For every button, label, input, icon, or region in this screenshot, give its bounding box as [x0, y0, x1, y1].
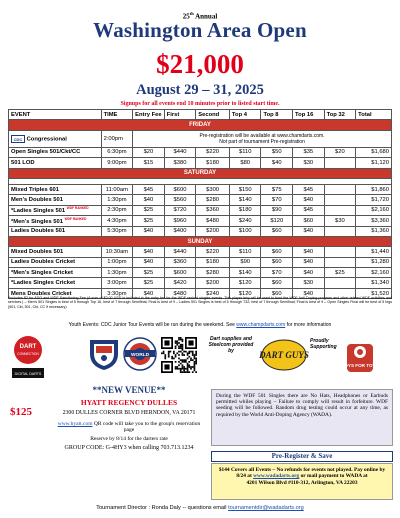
- cell-time: 1:30pm: [101, 195, 133, 205]
- cell-first: $440: [164, 147, 196, 157]
- cell-time: 6:30pm: [101, 147, 133, 157]
- cell-time: 1:00pm: [101, 257, 133, 267]
- cell-total: $1,720: [356, 195, 392, 205]
- cell-event: Mixed Triples 601: [9, 184, 102, 194]
- cell-time: 11:00am: [101, 184, 133, 194]
- dart-guys-text: DART GUYS: [259, 350, 309, 360]
- cell-first: $560: [164, 195, 196, 205]
- world-logo-text: WORLD: [130, 352, 150, 358]
- cell-top4: $100: [229, 226, 261, 236]
- col-top16: Top 16: [293, 110, 325, 120]
- cell-time: 1:30pm: [101, 268, 133, 278]
- cell-top16: $40: [293, 288, 325, 298]
- cell-top32: [324, 205, 356, 215]
- cell-fee: $20: [133, 147, 165, 157]
- cell-second: $180: [196, 257, 230, 267]
- cell-total: $1,440: [356, 247, 392, 257]
- cell-top16: $30: [293, 158, 325, 168]
- cell-second: $360: [196, 205, 230, 215]
- cell-second: $280: [196, 268, 230, 278]
- cell-first: $400: [164, 226, 196, 236]
- cell-fee: $25: [133, 205, 165, 215]
- cell-total: $1,860: [356, 184, 392, 194]
- toys-text: TOYS FOR TOTS: [341, 363, 379, 368]
- cell-time: 10:30am: [101, 247, 133, 257]
- preregister-title: Pre-Register & Save: [211, 451, 393, 462]
- cell-total: $1,680: [356, 147, 392, 157]
- cell-first: $600: [164, 268, 196, 278]
- cell-total: $1,520: [356, 288, 392, 298]
- dart-connection-logo: [10, 334, 46, 394]
- table-row: [9, 195, 392, 205]
- cell-event: 501 LOD: [9, 158, 102, 168]
- cell-event: Men's Doubles 501: [9, 195, 102, 205]
- cell-top32: [324, 195, 356, 205]
- cell-top4: $80: [229, 158, 261, 168]
- cell-top8: $40: [261, 158, 293, 168]
- table-header-row: [9, 110, 392, 120]
- day-band-saturday: SATURDAY: [9, 168, 392, 178]
- dart-logo-bottom: DIGITAL DARTS: [14, 372, 42, 376]
- cell-top4: $120: [229, 278, 261, 288]
- wdf-ranked-tag: WDF RANKED: [66, 206, 89, 211]
- hotel-rate: $125: [10, 406, 32, 418]
- day-band-friday: FRIDAY: [9, 120, 392, 130]
- cell-first: $360: [164, 257, 196, 267]
- preregister-details: $144 Covers all Events – No refunds for events not played. Pay online by 8/24 at www.wadadarts.org or mail payment to WADA at 4201 Wilson Blvd #110-312, Arlington, VA 22203: [211, 463, 393, 500]
- cdc-event-cell: [9, 130, 102, 147]
- ado-shield-logo: [86, 336, 122, 372]
- table-row: [9, 226, 392, 236]
- fine-print: *Includes $2 for ADO and WDF Sanctioning Fee (A sum of $2.00 USD is included in the entry fee for the WDF ranked singles events. This player levy will be used to fund the WDF Anti-Doping program and other related WDF activities and services.) – Men's 501 Singles is best of 5 through Top 16, best of 7 through Semifinal; Final is best of 9 – Ladies 501 Singles is best of 5 through T32; best of 7 through Semifinal; Final is best of 9 – Open Singles Final will be best of 5 legs (501, Ckt, 501, Ckt, CC if necessary): [8, 296, 392, 309]
- cell-fee: $40: [133, 195, 165, 205]
- cell-fee: $25: [133, 268, 165, 278]
- cell-top32: [324, 158, 356, 168]
- cell-time: 4:30pm: [101, 216, 133, 226]
- cell-top8: $70: [261, 195, 293, 205]
- col-first: First: [164, 110, 196, 120]
- cell-total: $2,160: [356, 268, 392, 278]
- cell-second: $180: [196, 158, 230, 168]
- cell-second: $200: [196, 278, 230, 288]
- cell-event: Open Singles 501/Ckt/CC: [9, 147, 102, 157]
- table-row: [9, 268, 392, 278]
- wdf-ranked-tag: WDF RANKED: [64, 216, 87, 221]
- col-top4: Top 4: [229, 110, 261, 120]
- cell-top32: [324, 226, 356, 236]
- venue-reserve: Reserve by 8/14 for the darters rate: [90, 436, 168, 442]
- hotel-qr-code[interactable]: [161, 337, 197, 373]
- cell-first: $380: [164, 158, 196, 168]
- venue-title: **NEW VENUE**: [92, 385, 166, 395]
- wadadarts-link[interactable]: www.wadadarts.org: [253, 473, 300, 480]
- proudly-supporting: Proudly Supporting: [310, 338, 337, 350]
- cdc-time: 2:00pm: [101, 130, 133, 147]
- schedule-table: [8, 109, 392, 299]
- cell-first: $440: [164, 247, 196, 257]
- cell-top8: $70: [261, 268, 293, 278]
- venue-group-code: GROUP CODE: G-4HY3 when calling 703.713.1234: [64, 445, 194, 451]
- cell-top32: $25: [324, 268, 356, 278]
- table-row: [9, 205, 392, 215]
- table-row: [9, 247, 392, 257]
- wdf-rules-notice: During the WDF 501 Singles there are No Hats, Headphones or Earbuds permitted whiles playing – Failure to comply will result in forfeiture. WDF seeding will be followed. Random drug testing could occur at any time, as required by the World Anti-Doping Agency (WADA).: [211, 389, 393, 446]
- champdarts-link[interactable]: www.champdarts.com: [236, 322, 286, 328]
- cell-second: $480: [196, 216, 230, 226]
- cell-fee: $25: [133, 278, 165, 288]
- col-entry-fee: Entry Fee: [133, 110, 165, 120]
- cell-top16: $40: [293, 257, 325, 267]
- cell-total: $1,340: [356, 278, 392, 288]
- event-dates: August 29 – 31, 2025: [136, 82, 264, 98]
- wdf-world-logo: [121, 336, 159, 372]
- cell-event: Ladies Doubles 501: [9, 226, 102, 236]
- cell-top4: $110: [229, 247, 261, 257]
- cell-top16: $40: [293, 195, 325, 205]
- col-second: Second: [196, 110, 230, 120]
- table-row: [9, 184, 392, 194]
- cell-top4: $120: [229, 288, 261, 298]
- cell-top32: [324, 257, 356, 267]
- cell-first: $720: [164, 205, 196, 215]
- table-row: [9, 147, 392, 157]
- cell-top8: $60: [261, 278, 293, 288]
- cell-top8: $75: [261, 184, 293, 194]
- cell-top4: $140: [229, 195, 261, 205]
- cell-top16: $30: [293, 278, 325, 288]
- cell-time: 5:30pm: [101, 226, 133, 236]
- cell-top8: $60: [261, 247, 293, 257]
- supplies-caption: Dart supplies and Steelcom provided by: [208, 336, 254, 354]
- cell-top32: $30: [324, 216, 356, 226]
- col-time: TIME: [101, 110, 133, 120]
- cell-first: $420: [164, 278, 196, 288]
- table-row: [9, 130, 392, 147]
- cell-top32: [324, 278, 356, 288]
- dart-logo-top: DART: [19, 344, 37, 350]
- cell-fee: $40: [133, 247, 165, 257]
- cdc-logo: CDC: [11, 135, 25, 143]
- cell-fee: $40: [133, 226, 165, 236]
- col-top32: Top 32: [324, 110, 356, 120]
- toys-for-tots-logo: [335, 342, 385, 374]
- cell-top32: $20: [324, 147, 356, 157]
- cell-top8: $60: [261, 226, 293, 236]
- cell-second: $300: [196, 184, 230, 194]
- cell-second: $220: [196, 147, 230, 157]
- col-event: EVENT: [9, 110, 102, 120]
- dart-guys-logo: [258, 333, 310, 373]
- cell-first: $480: [164, 288, 196, 298]
- table-row: [9, 216, 392, 226]
- cell-top4: $240: [229, 216, 261, 226]
- cell-time: 9:00pm: [101, 158, 133, 168]
- cell-top8: $60: [261, 257, 293, 267]
- signup-notice: Signups for all events end 10 minutes prior to listed start time.: [120, 101, 280, 107]
- director-email-link[interactable]: tournamentdir@wadadarts.org: [228, 505, 304, 511]
- venue-address: 2300 DULLES CORNER BLVD HERNDON, VA 20171: [62, 410, 196, 416]
- cell-event: Mixed Doubles 501: [9, 247, 102, 257]
- cell-total: $2,160: [356, 205, 392, 215]
- cell-fee: $40: [133, 288, 165, 298]
- cell-event: *Men's Singles Cricket: [9, 268, 102, 278]
- cell-second: $240: [196, 288, 230, 298]
- cell-second: $280: [196, 195, 230, 205]
- cell-event: *Ladies Singles 501 $^{WDF RANKED}$: [9, 205, 102, 215]
- cell-top16: $40: [293, 268, 325, 278]
- cell-first: $600: [164, 184, 196, 194]
- table-row: [9, 257, 392, 267]
- page-title: Washington Area Open: [93, 18, 307, 42]
- cell-top4: $90: [229, 257, 261, 267]
- cell-first: $960: [164, 216, 196, 226]
- cell-fee: $25: [133, 216, 165, 226]
- cdc-note: Pre-registration will be available at www.chamdarts.com. Not part of tournament Pre-registration: [133, 130, 392, 147]
- cell-event: *Ladies Singles Cricket: [9, 278, 102, 288]
- cell-top32: [324, 184, 356, 194]
- cell-top16: $40: [293, 247, 325, 257]
- table-row: [9, 278, 392, 288]
- cell-top8: $60: [261, 288, 293, 298]
- cell-top8: $90: [261, 205, 293, 215]
- cell-top4: $110: [229, 147, 261, 157]
- cell-top16: $35: [293, 147, 325, 157]
- table-row: [9, 158, 392, 168]
- annual-edition: 25th Annual: [182, 11, 218, 21]
- cell-fee: $40: [133, 257, 165, 267]
- dart-logo-mid: CONNECTION: [17, 352, 39, 356]
- cell-top32: [324, 247, 356, 257]
- col-top8: Top 8: [261, 110, 293, 120]
- venue-block: [56, 385, 202, 451]
- cell-fee: $45: [133, 184, 165, 194]
- cell-top8: $120: [261, 216, 293, 226]
- cell-second: $220: [196, 247, 230, 257]
- cell-top16: $40: [293, 226, 325, 236]
- cell-top4: $140: [229, 268, 261, 278]
- cell-event: *Men's Singles 501 $^{WDF RANKED}$: [9, 216, 102, 226]
- venue-qr-text: www.hyatt.com QR code will take you to the group's reservation page: [57, 421, 201, 433]
- cell-event: Ladies Doubles Cricket: [9, 257, 102, 267]
- cell-top8: $50: [261, 147, 293, 157]
- cell-event: Mens Doubles Cricket: [9, 288, 102, 298]
- cell-top16: $45: [293, 184, 325, 194]
- cell-total: $1,360: [356, 226, 392, 236]
- cell-top4: $150: [229, 184, 261, 194]
- cell-total: $1,120: [356, 158, 392, 168]
- venue-hotel: HYATT REGENCY DULLES: [80, 398, 178, 407]
- cell-time: 2:30pm: [101, 205, 133, 215]
- cell-top4: $180: [229, 205, 261, 215]
- cell-time: 3:30pm: [101, 288, 133, 298]
- day-band-sunday: SUNDAY: [9, 236, 392, 246]
- cell-time: 3:00pm: [101, 278, 133, 288]
- cell-top16: $45: [293, 205, 325, 215]
- cell-fee: $15: [133, 158, 165, 168]
- cell-top16: $60: [293, 216, 325, 226]
- col-total: Total: [356, 110, 392, 120]
- cell-second: $200: [196, 226, 230, 236]
- tournament-director: Tournament Director : Ronda Daly -- questions email tournamentdir@wadadarts.org: [96, 505, 304, 511]
- cell-total: $3,360: [356, 216, 392, 226]
- hyatt-link[interactable]: www.hyatt.com: [57, 421, 93, 427]
- cell-total: $1,280: [356, 257, 392, 267]
- cdc-name: Congressional: [26, 136, 67, 143]
- youth-events: Youth Events: CDC Junior Tour Events will be run during the weekend. See www.champdarts.com for more information: [68, 322, 332, 328]
- total-purse: $21,000: [156, 49, 244, 79]
